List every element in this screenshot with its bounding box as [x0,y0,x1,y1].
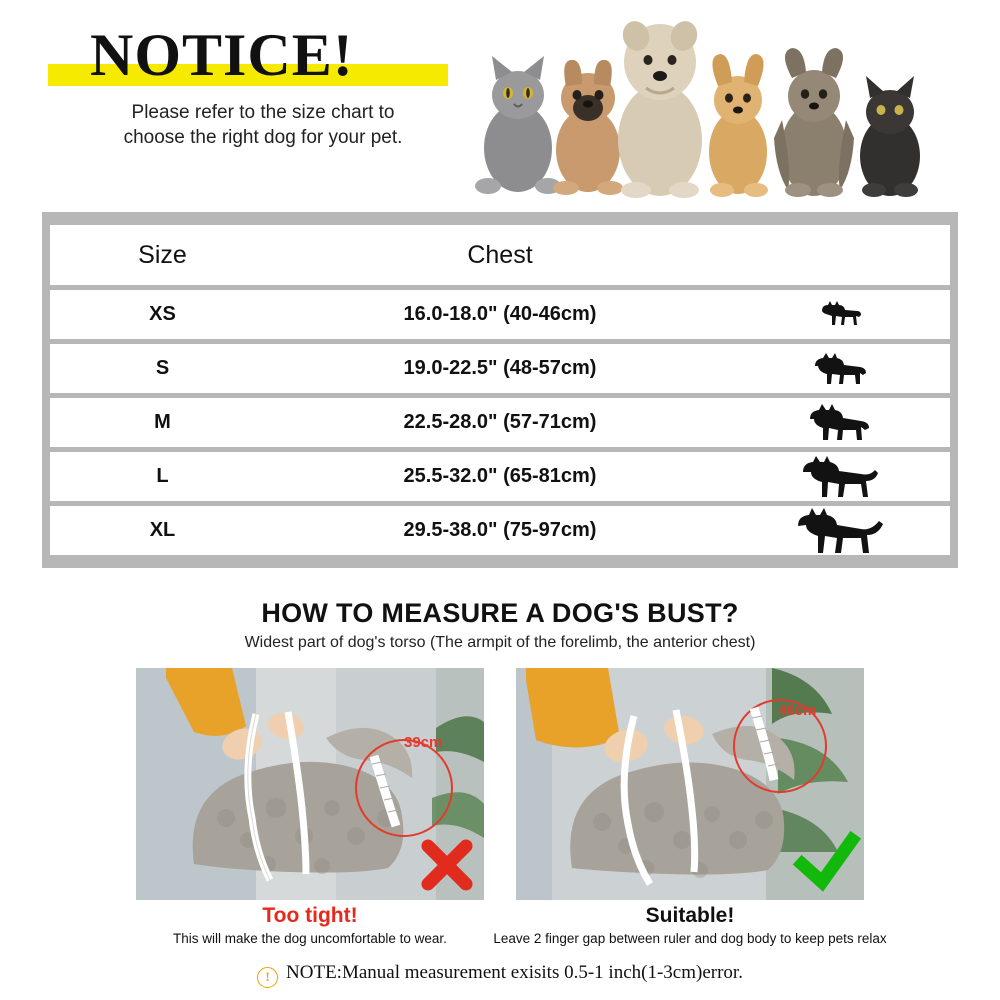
table-header-row [50,225,950,285]
page-title: NOTICE! [90,22,354,88]
photo-too-tight [136,668,484,900]
table-row [50,290,950,339]
black-cat-icon [860,76,920,197]
cell-size-m: M [50,398,275,447]
cell-chest-l: 25.5-32.0" (65-81cm) [275,452,725,501]
cell-chest-xs: 16.0-18.0" (40-46cm) [275,290,725,339]
caption-title-suitable: Suitable! [645,904,735,927]
photo-suitable [516,668,864,900]
measure-subtitle: Widest part of dog's torso (The armpit of the forelimb, the anterior chest) [244,634,756,651]
medium-small-dog-icon [725,344,950,393]
header [0,0,1000,200]
warning-icon: ! [257,967,278,988]
column-header-chest: Chest [275,225,725,285]
large-dog-icon [725,452,950,501]
column-header-icon [725,225,950,285]
manual-measurement-note [0,962,1000,988]
notice-subtitle-line1: Please refer to the size chart to [131,102,395,123]
caption-suitable [480,904,900,946]
terrier-dog-icon [618,18,702,198]
table-row [50,506,950,555]
size-chart-table [42,212,958,568]
pets-photo-strip [470,0,990,200]
cell-size-xs: XS [50,290,275,339]
caption-too-tight [100,904,520,946]
french-bulldog-icon [553,60,623,195]
notice-block [48,24,468,150]
longhair-dog-icon [774,48,854,197]
note-text: NOTE:Manual measurement exisits 0.5-1 inch(1-3cm)error. [286,962,743,983]
caption-sub-too-tight: This will make the dog uncomfortable to wear. [173,931,447,946]
cell-chest-m: 22.5-28.0" (57-71cm) [275,398,725,447]
cell-size-l: L [50,452,275,501]
measurement-label-right: 46cm [778,702,817,719]
column-header-size: Size [50,225,275,285]
measure-title: HOW TO MEASURE A DOG'S BUST? [261,598,739,628]
pets-illustration [470,0,990,200]
table-row [50,344,950,393]
cell-size-xl: XL [50,506,275,555]
table-row [50,398,950,447]
measure-photos [0,668,1000,908]
caption-title-too-tight: Too tight! [262,904,358,927]
cell-size-s: S [50,344,275,393]
cell-chest-xl: 29.5-38.0" (75-97cm) [275,506,725,555]
grey-cat-icon [475,56,561,194]
caption-sub-suitable: Leave 2 finger gap between ruler and dog body to keep pets relax [493,931,887,946]
medium-dog-icon [725,398,950,447]
chihuahua-icon [709,54,768,197]
table-row [50,452,950,501]
notice-subtitle [48,100,468,150]
measurement-label-left: 39cm [404,734,443,751]
photo-left-illustration [136,668,484,900]
extra-large-dog-icon [725,506,950,555]
small-dog-icon [725,290,950,339]
cell-chest-s: 19.0-22.5" (48-57cm) [275,344,725,393]
notice-subtitle-line2: choose the right dog for your pet. [123,127,403,148]
